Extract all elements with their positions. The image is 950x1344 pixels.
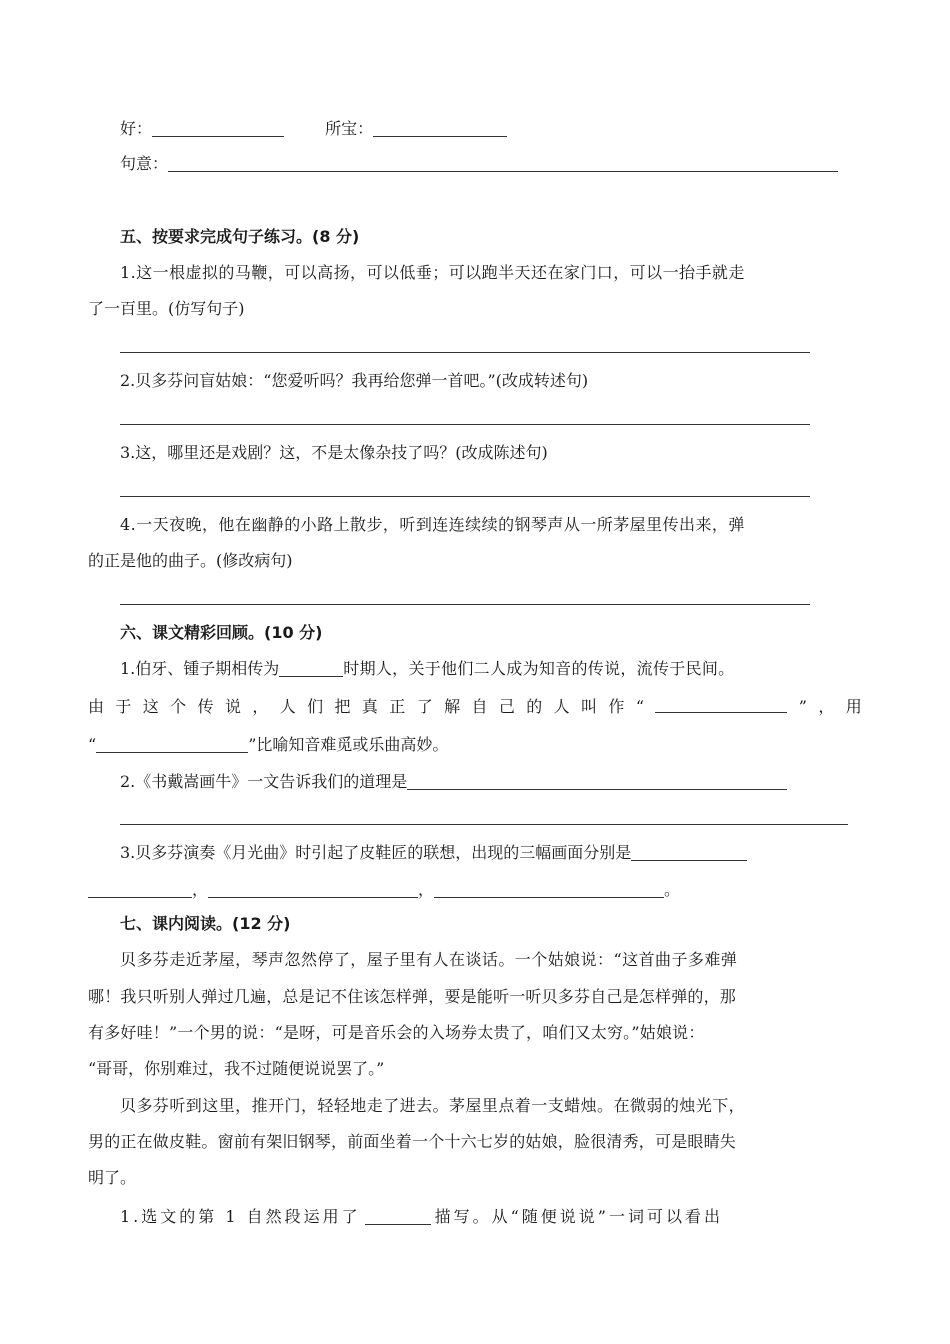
spread-char: 这 bbox=[142, 697, 159, 716]
s6-item2-text: 2.《书戴嵩画牛》一文告诉我们的道理是 bbox=[120, 772, 408, 791]
scene3-blank[interactable] bbox=[434, 881, 664, 898]
suobao-answer-blank[interactable] bbox=[373, 120, 507, 137]
hao-answer-blank[interactable] bbox=[152, 120, 284, 137]
reading-q1-text-a: 1.选文的第 1 自然段运用了 bbox=[120, 1207, 361, 1226]
spread-char: 自 bbox=[471, 697, 488, 716]
s6-item1-line3 bbox=[88, 734, 448, 756]
hao-label: 好： bbox=[120, 119, 153, 138]
spread-char: ” bbox=[798, 697, 807, 716]
s5-item4-answer-line[interactable] bbox=[120, 604, 810, 605]
spread-char: 说 bbox=[224, 697, 241, 716]
spread-char: 解 bbox=[444, 697, 461, 716]
spread-char: 把 bbox=[334, 697, 351, 716]
spread-char: 正 bbox=[389, 697, 406, 716]
s5-item1-line1: 1.这一根虚拟的马鞭，可以高扬，可以低垂；可以跑半天还在家门口，可以一抬手就走 bbox=[120, 263, 745, 282]
reading-p2-line1: 贝多芬听到这里，推开门，轻轻地走了进去。茅屋里点着一支蜡烛。在微弱的烛光下， bbox=[120, 1096, 746, 1115]
spread-char: 由 bbox=[88, 697, 105, 716]
spread-char: 于 bbox=[115, 697, 132, 716]
reading-q1 bbox=[120, 1206, 723, 1228]
moral-blank[interactable] bbox=[407, 773, 787, 790]
s6-open-quote: “ bbox=[88, 735, 97, 754]
reading-p1-line2: 哪！我只听别人弹过几遍，总是记不住该怎样弹，要是能听一听贝多芬自己是怎样弹的，那 bbox=[88, 987, 737, 1006]
reading-p1-line1: 贝多芬走近茅屋，琴声忽然停了，屋子里有人在谈话。一个姑娘说：“这首曲子多难弹 bbox=[120, 950, 738, 969]
s6-item2-answer-line[interactable] bbox=[120, 824, 848, 825]
spread-char: 个 bbox=[170, 697, 187, 716]
scene1-blank-a[interactable] bbox=[631, 844, 747, 861]
s5-item2: 2.贝多芬问盲姑娘：“您爱听吗？我再给您弹一首吧。”(改成转述句) bbox=[120, 371, 589, 390]
section-5-heading: 五、按要求完成句子练习。(8 分) bbox=[120, 227, 360, 246]
suobao-label: 所宝： bbox=[325, 119, 374, 138]
spread-char: 用 bbox=[845, 697, 862, 716]
comma-1: ， bbox=[192, 880, 209, 899]
era-blank[interactable] bbox=[279, 660, 343, 677]
juyi-label: 句意： bbox=[120, 154, 169, 173]
zhiyin-blank[interactable] bbox=[655, 696, 787, 713]
s6-item2 bbox=[120, 771, 787, 793]
s6-item3 bbox=[120, 842, 747, 864]
section-7-heading: 七、课内阅读。(12 分) bbox=[120, 914, 291, 933]
spread-char: 传 bbox=[197, 697, 214, 716]
s5-item3: 3.这，哪里还是戏剧？这，不是太像杂技了吗？(改成陈述句) bbox=[120, 443, 548, 462]
scene1-blank-b[interactable] bbox=[88, 881, 192, 898]
s6-item1-text-b: 时期人，关于他们二人成为知音的传说，流传于民间。 bbox=[343, 659, 735, 678]
juyi-answer-blank[interactable] bbox=[168, 155, 838, 172]
metaphor-blank[interactable] bbox=[96, 736, 248, 753]
s5-item3-answer-line[interactable] bbox=[120, 496, 810, 497]
scene2-blank[interactable] bbox=[208, 881, 418, 898]
s5-item1-line2: 了一百里。(仿写句子) bbox=[88, 299, 245, 318]
s5-item2-answer-line[interactable] bbox=[120, 424, 810, 425]
reading-q1-text-b: 描写。从“随便说说”一词可以看出 bbox=[434, 1207, 723, 1226]
spread-char: 己 bbox=[498, 697, 515, 716]
s6-item3-text: 3.贝多芬演奏《月光曲》时引起了皮鞋匠的联想，出现的三幅画面分别是 bbox=[120, 843, 632, 862]
period: 。 bbox=[664, 880, 681, 899]
spread-char: “ bbox=[635, 697, 644, 716]
s5-item1-answer-line[interactable] bbox=[120, 352, 810, 353]
spread-char: 人 bbox=[279, 697, 296, 716]
reading-p2-line3: 明了。 bbox=[88, 1168, 137, 1187]
s6-item1-text-a: 1.伯牙、锺子期相传为 bbox=[120, 659, 280, 678]
juyi-row bbox=[120, 153, 838, 175]
reading-p2-line2: 男的正在做皮鞋。窗前有架旧钢琴，前面坐着一个十六七岁的姑娘，脸很清秀，可是眼睛失 bbox=[88, 1132, 737, 1151]
s6-item1-line1 bbox=[120, 658, 734, 680]
reading-p1-line4: “哥哥，你别难过，我不过随便说说罢了。” bbox=[88, 1059, 385, 1078]
spread-char: 们 bbox=[307, 697, 324, 716]
s5-item4-line2: 的正是他的曲子。(修改病句) bbox=[88, 551, 293, 570]
q4-fill-row bbox=[120, 118, 507, 140]
spread-char: ， bbox=[818, 697, 835, 716]
section-6-heading: 六、课文精彩回顾。(10 分) bbox=[120, 623, 323, 642]
s6-item1-text-c: ”比喻知音难觅或乐曲高妙。 bbox=[248, 735, 449, 754]
s5-item4-line1: 4.一天夜晚，他在幽静的小路上散步，听到连连续续的钢琴声从一所茅屋里传出来，弹 bbox=[120, 515, 745, 534]
spread-char: 的 bbox=[526, 697, 543, 716]
spread-char: 了 bbox=[416, 697, 433, 716]
s6-item1-line2 bbox=[88, 696, 862, 718]
spread-char: ， bbox=[252, 697, 269, 716]
reading-p1-line3: 有多好哇！”一个男的说：“是呀，可是音乐会的入场券太贵了，咱们又太穷。”姑娘说： bbox=[88, 1023, 705, 1042]
comma-2: ， bbox=[418, 880, 435, 899]
spread-char: 人 bbox=[553, 697, 570, 716]
spread-char: 真 bbox=[361, 697, 378, 716]
description-type-blank[interactable] bbox=[365, 1208, 431, 1225]
s6-item3-line2 bbox=[88, 879, 680, 901]
spread-char: 作 bbox=[608, 697, 625, 716]
spread-char: 叫 bbox=[581, 697, 598, 716]
